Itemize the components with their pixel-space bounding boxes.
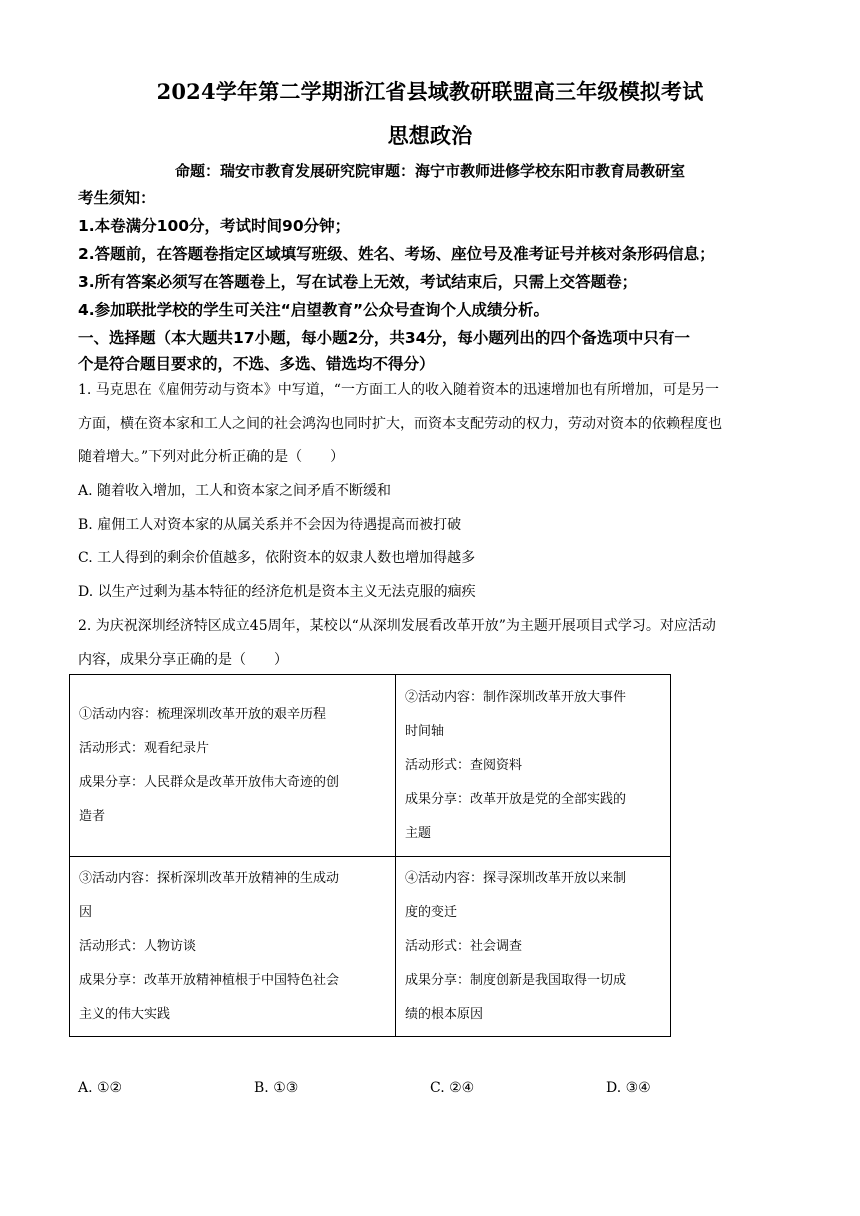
cell-line: ②活动内容：制作深圳改革开放大事件 (405, 689, 627, 705)
cell-line: 活动形式：人物访谈 (79, 938, 197, 954)
activity-cell-1 (70, 675, 396, 857)
cell-line: ①活动内容：梳理深圳改革开放的艰辛历程 (79, 706, 327, 722)
section-heading-line2: 个是符合题目要求的，不选、多选、错选均不得分） (78, 355, 435, 373)
author-credits: 命题：瑞安市教育发展研究院审题：海宁市教师进修学校东阳市教育局教研室 (174, 162, 685, 180)
notice-heading: 考生须知： (78, 189, 156, 207)
notice-item: 1.本卷满分100分，考试时间90分钟； (78, 217, 351, 235)
notice-item: 4.参加联批学校的学生可关注“启望教育”公众号查询个人成绩分析。 (78, 301, 550, 319)
cell-line: 成果分享：改革开放是党的全部实践的 (405, 791, 627, 807)
cell-line: ④活动内容：探寻深圳改革开放以来制 (405, 870, 627, 886)
cell-line: 成果分享：人民群众是改革开放伟大奇迹的创 (79, 774, 340, 790)
question-1-option-c[interactable]: C. 工人得到的剩余价值越多，依附资本的奴隶人数也增加得越多 (78, 550, 476, 566)
activity-cell-2 (396, 675, 671, 857)
notice-item: 2.答题前，在答题卷指定区域填写班级、姓名、考场、座位号及准考证号并核对条形码信息； (78, 245, 715, 263)
question-1-stem: 方面，横在资本家和工人之间的社会鸿沟也同时扩大，而资本支配劳动的权力，劳动对资本的依赖程度也 (78, 416, 722, 432)
cell-line: 绩的根本原因 (405, 1006, 484, 1022)
question-2-option-c[interactable]: C. ②④ (430, 1080, 475, 1096)
exam-title: 2024学年第二学期浙江省县域教研联盟高三年级模拟考试 (156, 79, 704, 104)
question-2-stem: 内容，成果分享正确的是（ ） (78, 652, 288, 668)
cell-line: ③活动内容：探析深圳改革开放精神的生成动 (79, 870, 340, 886)
cell-line: 活动形式：社会调查 (405, 938, 523, 954)
cell-line: 活动形式：观看纪录片 (79, 740, 210, 756)
question-2-option-b[interactable]: B. ①③ (254, 1080, 299, 1096)
cell-line: 度的变迁 (405, 904, 458, 920)
activity-cell-3 (70, 857, 396, 1037)
question-1-option-b[interactable]: B. 雇佣工人对资本家的从属关系并不会因为待遇提高而被打破 (78, 517, 462, 533)
section-heading-line1: 一、选择题（本大题共17小题，每小题2分，共34分，每小题列出的四个备选项中只有一 (78, 329, 690, 347)
question-2-option-a[interactable]: A. ①② (78, 1080, 123, 1096)
question-2-option-d[interactable]: D. ③④ (606, 1080, 651, 1096)
activity-table (69, 674, 671, 1037)
question-2-stem: 2. 为庆祝深圳经济特区成立45周年，某校以“从深圳发展看改革开放”为主题开展项目式学习。对应活动 (78, 618, 716, 634)
activity-cell-4 (396, 857, 671, 1037)
cell-line: 成果分享：改革开放精神植根于中国特色社会 (79, 972, 340, 988)
cell-line: 成果分享：制度创新是我国取得一切成 (405, 972, 627, 988)
cell-line: 因 (79, 904, 93, 920)
subject-title: 思想政治 (387, 123, 473, 148)
cell-line: 时间轴 (405, 723, 445, 739)
question-1-stem: 1. 马克思在《雇佣劳动与资本》中写道，“一方面工人的收入随着资本的迅速增加也有所增加，可是另一 (78, 382, 719, 398)
notice-item: 3.所有答案必须写在答题卷上，写在试卷上无效，考试结束后，只需上交答题卷； (78, 273, 638, 291)
cell-line: 主题 (405, 825, 432, 841)
question-1-option-a[interactable]: A. 随着收入增加，工人和资本家之间矛盾不断缓和 (78, 483, 392, 499)
cell-line: 活动形式：查阅资料 (405, 757, 523, 773)
question-1-stem: 随着增大。”下列对此分析正确的是（ ） (78, 449, 345, 465)
cell-line: 造者 (79, 808, 106, 824)
question-1-option-d[interactable]: D. 以生产过剩为基本特征的经济危机是资本主义无法克服的痼疾 (78, 584, 476, 600)
cell-line: 主义的伟大实践 (79, 1006, 171, 1022)
